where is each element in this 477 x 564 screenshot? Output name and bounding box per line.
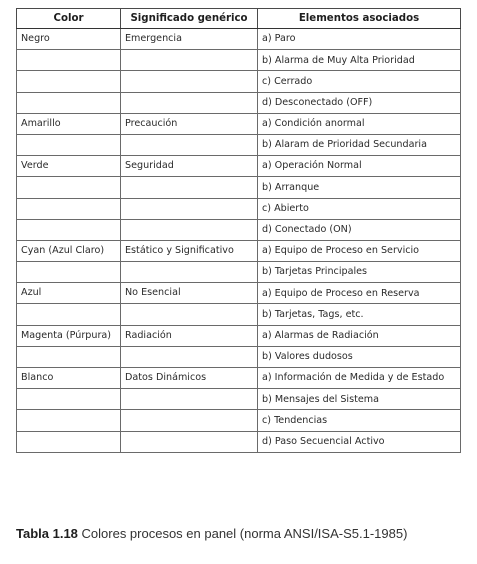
table-row	[17, 177, 461, 198]
cell-color	[17, 71, 121, 92]
color-process-table	[16, 8, 461, 453]
cell-elemento: b) Arranque	[258, 177, 461, 198]
table-row	[17, 368, 461, 389]
cell-significado	[121, 92, 258, 113]
cell-color	[17, 431, 121, 452]
cell-color: Amarillo	[17, 113, 121, 134]
cell-color: Verde	[17, 156, 121, 177]
table-row	[17, 240, 461, 261]
cell-color	[17, 262, 121, 283]
cell-color: Cyan (Azul Claro)	[17, 240, 121, 261]
cell-color	[17, 304, 121, 325]
cell-elemento: a) Equipo de Proceso en Servicio	[258, 240, 461, 261]
cell-significado	[121, 219, 258, 240]
cell-elemento: c) Tendencias	[258, 410, 461, 431]
cell-color	[17, 50, 121, 71]
cell-elemento: a) Paro	[258, 29, 461, 50]
cell-significado: Emergencia	[121, 29, 258, 50]
cell-color: Negro	[17, 29, 121, 50]
cell-significado	[121, 198, 258, 219]
cell-color: Blanco	[17, 368, 121, 389]
table-caption	[16, 526, 407, 541]
cell-elemento: d) Conectado (ON)	[258, 219, 461, 240]
table-row	[17, 389, 461, 410]
cell-elemento: c) Cerrado	[258, 71, 461, 92]
cell-significado	[121, 431, 258, 452]
table-row	[17, 410, 461, 431]
cell-color	[17, 92, 121, 113]
cell-elemento: b) Mensajes del Sistema	[258, 389, 461, 410]
cell-color	[17, 389, 121, 410]
table-row	[17, 156, 461, 177]
table-row	[17, 92, 461, 113]
cell-significado	[121, 134, 258, 155]
cell-color	[17, 177, 121, 198]
cell-color	[17, 134, 121, 155]
cell-elemento: b) Tarjetas, Tags, etc.	[258, 304, 461, 325]
table-row	[17, 198, 461, 219]
cell-color: Azul	[17, 283, 121, 304]
cell-elemento: c) Abierto	[258, 198, 461, 219]
table-body	[17, 29, 461, 453]
cell-color	[17, 198, 121, 219]
table-row	[17, 262, 461, 283]
cell-elemento: a) Operación Normal	[258, 156, 461, 177]
header-significado: Significado genérico	[121, 9, 258, 29]
cell-elemento: d) Desconectado (OFF)	[258, 92, 461, 113]
cell-color	[17, 346, 121, 367]
cell-color	[17, 219, 121, 240]
cell-elemento: a) Equipo de Proceso en Reserva	[258, 283, 461, 304]
header-row	[17, 9, 461, 29]
cell-significado	[121, 410, 258, 431]
cell-elemento: a) Alarmas de Radiación	[258, 325, 461, 346]
table-row	[17, 71, 461, 92]
cell-significado	[121, 177, 258, 198]
cell-significado	[121, 262, 258, 283]
caption-label: Tabla 1.18	[16, 526, 78, 541]
table-row	[17, 346, 461, 367]
cell-significado: Radiación	[121, 325, 258, 346]
cell-elemento: b) Tarjetas Principales	[258, 262, 461, 283]
table-row	[17, 283, 461, 304]
cell-elemento: a) Información de Medida y de Estado	[258, 368, 461, 389]
cell-elemento: b) Valores dudosos	[258, 346, 461, 367]
table-row	[17, 431, 461, 452]
table-row	[17, 304, 461, 325]
cell-significado: Estático y Significativo	[121, 240, 258, 261]
cell-significado: Datos Dinámicos	[121, 368, 258, 389]
cell-elemento: b) Alarma de Muy Alta Prioridad	[258, 50, 461, 71]
table-row	[17, 113, 461, 134]
cell-significado: Seguridad	[121, 156, 258, 177]
table-row	[17, 29, 461, 50]
header-elementos: Elementos asociados	[258, 9, 461, 29]
cell-color	[17, 410, 121, 431]
header-color: Color	[17, 9, 121, 29]
cell-elemento: a) Condición anormal	[258, 113, 461, 134]
cell-significado: No Esencial	[121, 283, 258, 304]
color-table-container	[16, 8, 460, 453]
cell-significado: Precaución	[121, 113, 258, 134]
cell-color: Magenta (Púrpura)	[17, 325, 121, 346]
table-row	[17, 325, 461, 346]
table-row	[17, 134, 461, 155]
cell-elemento: b) Alaram de Prioridad Secundaria	[258, 134, 461, 155]
cell-significado	[121, 304, 258, 325]
cell-significado	[121, 50, 258, 71]
cell-significado	[121, 346, 258, 367]
table-header	[17, 9, 461, 29]
cell-significado	[121, 71, 258, 92]
caption-text: Colores procesos en panel (norma ANSI/ISA-S5.1-1985)	[77, 526, 408, 541]
table-row	[17, 50, 461, 71]
cell-significado	[121, 389, 258, 410]
table-row	[17, 219, 461, 240]
cell-elemento: d) Paso Secuencial Activo	[258, 431, 461, 452]
